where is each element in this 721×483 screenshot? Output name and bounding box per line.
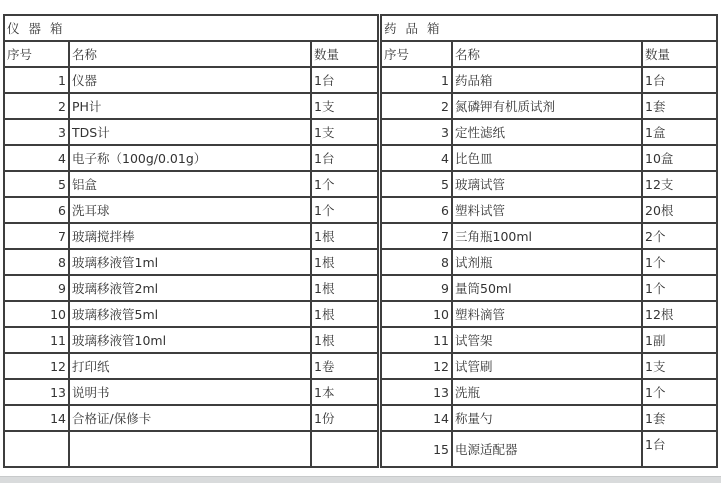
- table-row: [4, 431, 378, 467]
- medicine-box-table: [380, 14, 718, 468]
- table-row: [381, 197, 717, 223]
- cell-qty: 1份: [311, 405, 378, 431]
- table-row: [381, 379, 717, 405]
- table-title-row: [4, 15, 378, 41]
- cell-qty: 1个: [642, 275, 717, 301]
- cell-serial: [4, 431, 69, 467]
- cell-qty: 1支: [311, 119, 378, 145]
- table-row: [381, 171, 717, 197]
- cell-name: 氮磷钾有机质试剂: [452, 93, 642, 119]
- table-row: [4, 93, 378, 119]
- cell-serial: 7: [4, 223, 69, 249]
- cell-serial: 6: [4, 197, 69, 223]
- cell-serial: 13: [381, 379, 452, 405]
- cell-name: 说明书: [69, 379, 311, 405]
- cell-name: 比色皿: [452, 145, 642, 171]
- cell-name: 电子称（100g/0.01g）: [69, 145, 311, 171]
- cell-serial: 14: [4, 405, 69, 431]
- table-row: [4, 249, 378, 275]
- table-row: [381, 67, 717, 93]
- table-row: [4, 379, 378, 405]
- instrument-box-table: [3, 14, 379, 468]
- cell-qty: 10盒: [642, 145, 717, 171]
- cell-name: 玻璃移液管2ml: [69, 275, 311, 301]
- table-row: [381, 353, 717, 379]
- cell-serial: 12: [381, 353, 452, 379]
- cell-serial: 4: [4, 145, 69, 171]
- cell-qty: 1个: [311, 171, 378, 197]
- cell-qty: 1台: [311, 67, 378, 93]
- col-header-name: 名称: [452, 41, 642, 67]
- cell-serial: 14: [381, 405, 452, 431]
- cell-name: 试管刷: [452, 353, 642, 379]
- cell-qty: 1套: [642, 405, 717, 431]
- instrument-box-rows: [4, 67, 378, 467]
- cell-name: 塑料试管: [452, 197, 642, 223]
- cell-serial: 5: [4, 171, 69, 197]
- cell-serial: 7: [381, 223, 452, 249]
- cell-serial: 10: [381, 301, 452, 327]
- cell-serial: 11: [4, 327, 69, 353]
- table-row: [4, 145, 378, 171]
- cell-name: PH计: [69, 93, 311, 119]
- cell-serial: 12: [4, 353, 69, 379]
- table-row: [381, 249, 717, 275]
- cell-name: 合格证/保修卡: [69, 405, 311, 431]
- cell-qty: 1套: [642, 93, 717, 119]
- table-row: [381, 145, 717, 171]
- cell-qty: 1盒: [642, 119, 717, 145]
- cell-qty: 1根: [311, 223, 378, 249]
- cell-name: 电源适配器: [452, 431, 642, 467]
- table-row: [4, 223, 378, 249]
- table-row: [381, 431, 717, 467]
- cell-qty: 1个: [642, 249, 717, 275]
- cell-qty: 1根: [311, 301, 378, 327]
- table-title: 仪 器 箱: [4, 15, 378, 41]
- cell-qty: 1个: [311, 197, 378, 223]
- table-row: [4, 327, 378, 353]
- col-header-qty: 数量: [311, 41, 378, 67]
- cell-name: 量筒50ml: [452, 275, 642, 301]
- table-row: [381, 301, 717, 327]
- cell-qty: 1卷: [311, 353, 378, 379]
- cell-name: [69, 431, 311, 467]
- cell-qty: 1台: [311, 145, 378, 171]
- table-row: [381, 119, 717, 145]
- cell-qty: 2个: [642, 223, 717, 249]
- cell-name: 定性滤纸: [452, 119, 642, 145]
- cell-serial: 10: [4, 301, 69, 327]
- cell-qty: 12根: [642, 301, 717, 327]
- table-row: [4, 67, 378, 93]
- medicine-box-rows: [381, 67, 717, 467]
- cell-qty: 1本: [311, 379, 378, 405]
- cell-name: 铝盒: [69, 171, 311, 197]
- table-row: [381, 405, 717, 431]
- col-header-name: 名称: [69, 41, 311, 67]
- cell-qty: 1根: [311, 275, 378, 301]
- col-header-serial: 序号: [4, 41, 69, 67]
- table-title-row: [381, 15, 717, 41]
- cell-qty: 1支: [642, 353, 717, 379]
- table-row: [4, 119, 378, 145]
- table-header-row: [4, 41, 378, 67]
- table-row: [4, 171, 378, 197]
- cell-name: 玻璃移液管1ml: [69, 249, 311, 275]
- cell-qty: 1副: [642, 327, 717, 353]
- cell-qty: 12支: [642, 171, 717, 197]
- cell-qty: 1根: [311, 249, 378, 275]
- cell-qty: 1根: [311, 327, 378, 353]
- cell-name: 三角瓶100ml: [452, 223, 642, 249]
- cell-name: 仪器: [69, 67, 311, 93]
- cell-serial: 5: [381, 171, 452, 197]
- table-row: [4, 275, 378, 301]
- cell-qty: 20根: [642, 197, 717, 223]
- cell-serial: 3: [4, 119, 69, 145]
- bottom-scrollbar-strip: [0, 476, 721, 483]
- cell-serial: 9: [4, 275, 69, 301]
- cell-serial: 8: [381, 249, 452, 275]
- cell-serial: 6: [381, 197, 452, 223]
- cell-serial: 1: [4, 67, 69, 93]
- cell-qty: [311, 431, 378, 467]
- cell-qty: 1支: [311, 93, 378, 119]
- cell-name: 玻璃搅拌棒: [69, 223, 311, 249]
- cell-name: 试剂瓶: [452, 249, 642, 275]
- cell-name: TDS计: [69, 119, 311, 145]
- table-title: 药 品 箱: [381, 15, 717, 41]
- cell-qty: 1个: [642, 379, 717, 405]
- cell-name: 玻璃移液管10ml: [69, 327, 311, 353]
- cell-qty: 1台: [642, 67, 717, 93]
- cell-name: 洗瓶: [452, 379, 642, 405]
- cell-name: 玻璃试管: [452, 171, 642, 197]
- cell-name: 洗耳球: [69, 197, 311, 223]
- inventory-tables: [3, 14, 718, 468]
- cell-serial: 3: [381, 119, 452, 145]
- cell-name: 药品箱: [452, 67, 642, 93]
- table-row: [4, 405, 378, 431]
- table-row: [4, 353, 378, 379]
- table-row: [381, 275, 717, 301]
- col-header-qty: 数量: [642, 41, 717, 67]
- cell-name: 称量勺: [452, 405, 642, 431]
- cell-name: 打印纸: [69, 353, 311, 379]
- cell-serial: 2: [381, 93, 452, 119]
- cell-serial: 8: [4, 249, 69, 275]
- cell-name: 塑料滴管: [452, 301, 642, 327]
- cell-name: 试管架: [452, 327, 642, 353]
- table-row: [4, 197, 378, 223]
- cell-serial: 11: [381, 327, 452, 353]
- table-row: [381, 223, 717, 249]
- table-header-row: [381, 41, 717, 67]
- cell-serial: 9: [381, 275, 452, 301]
- table-row: [381, 327, 717, 353]
- table-row: [4, 301, 378, 327]
- col-header-serial: 序号: [381, 41, 452, 67]
- table-row: [381, 93, 717, 119]
- cell-serial: 1: [381, 67, 452, 93]
- cell-qty: 1台: [642, 431, 717, 467]
- cell-serial: 13: [4, 379, 69, 405]
- cell-serial: 4: [381, 145, 452, 171]
- cell-name: 玻璃移液管5ml: [69, 301, 311, 327]
- cell-serial: 15: [381, 431, 452, 467]
- cell-serial: 2: [4, 93, 69, 119]
